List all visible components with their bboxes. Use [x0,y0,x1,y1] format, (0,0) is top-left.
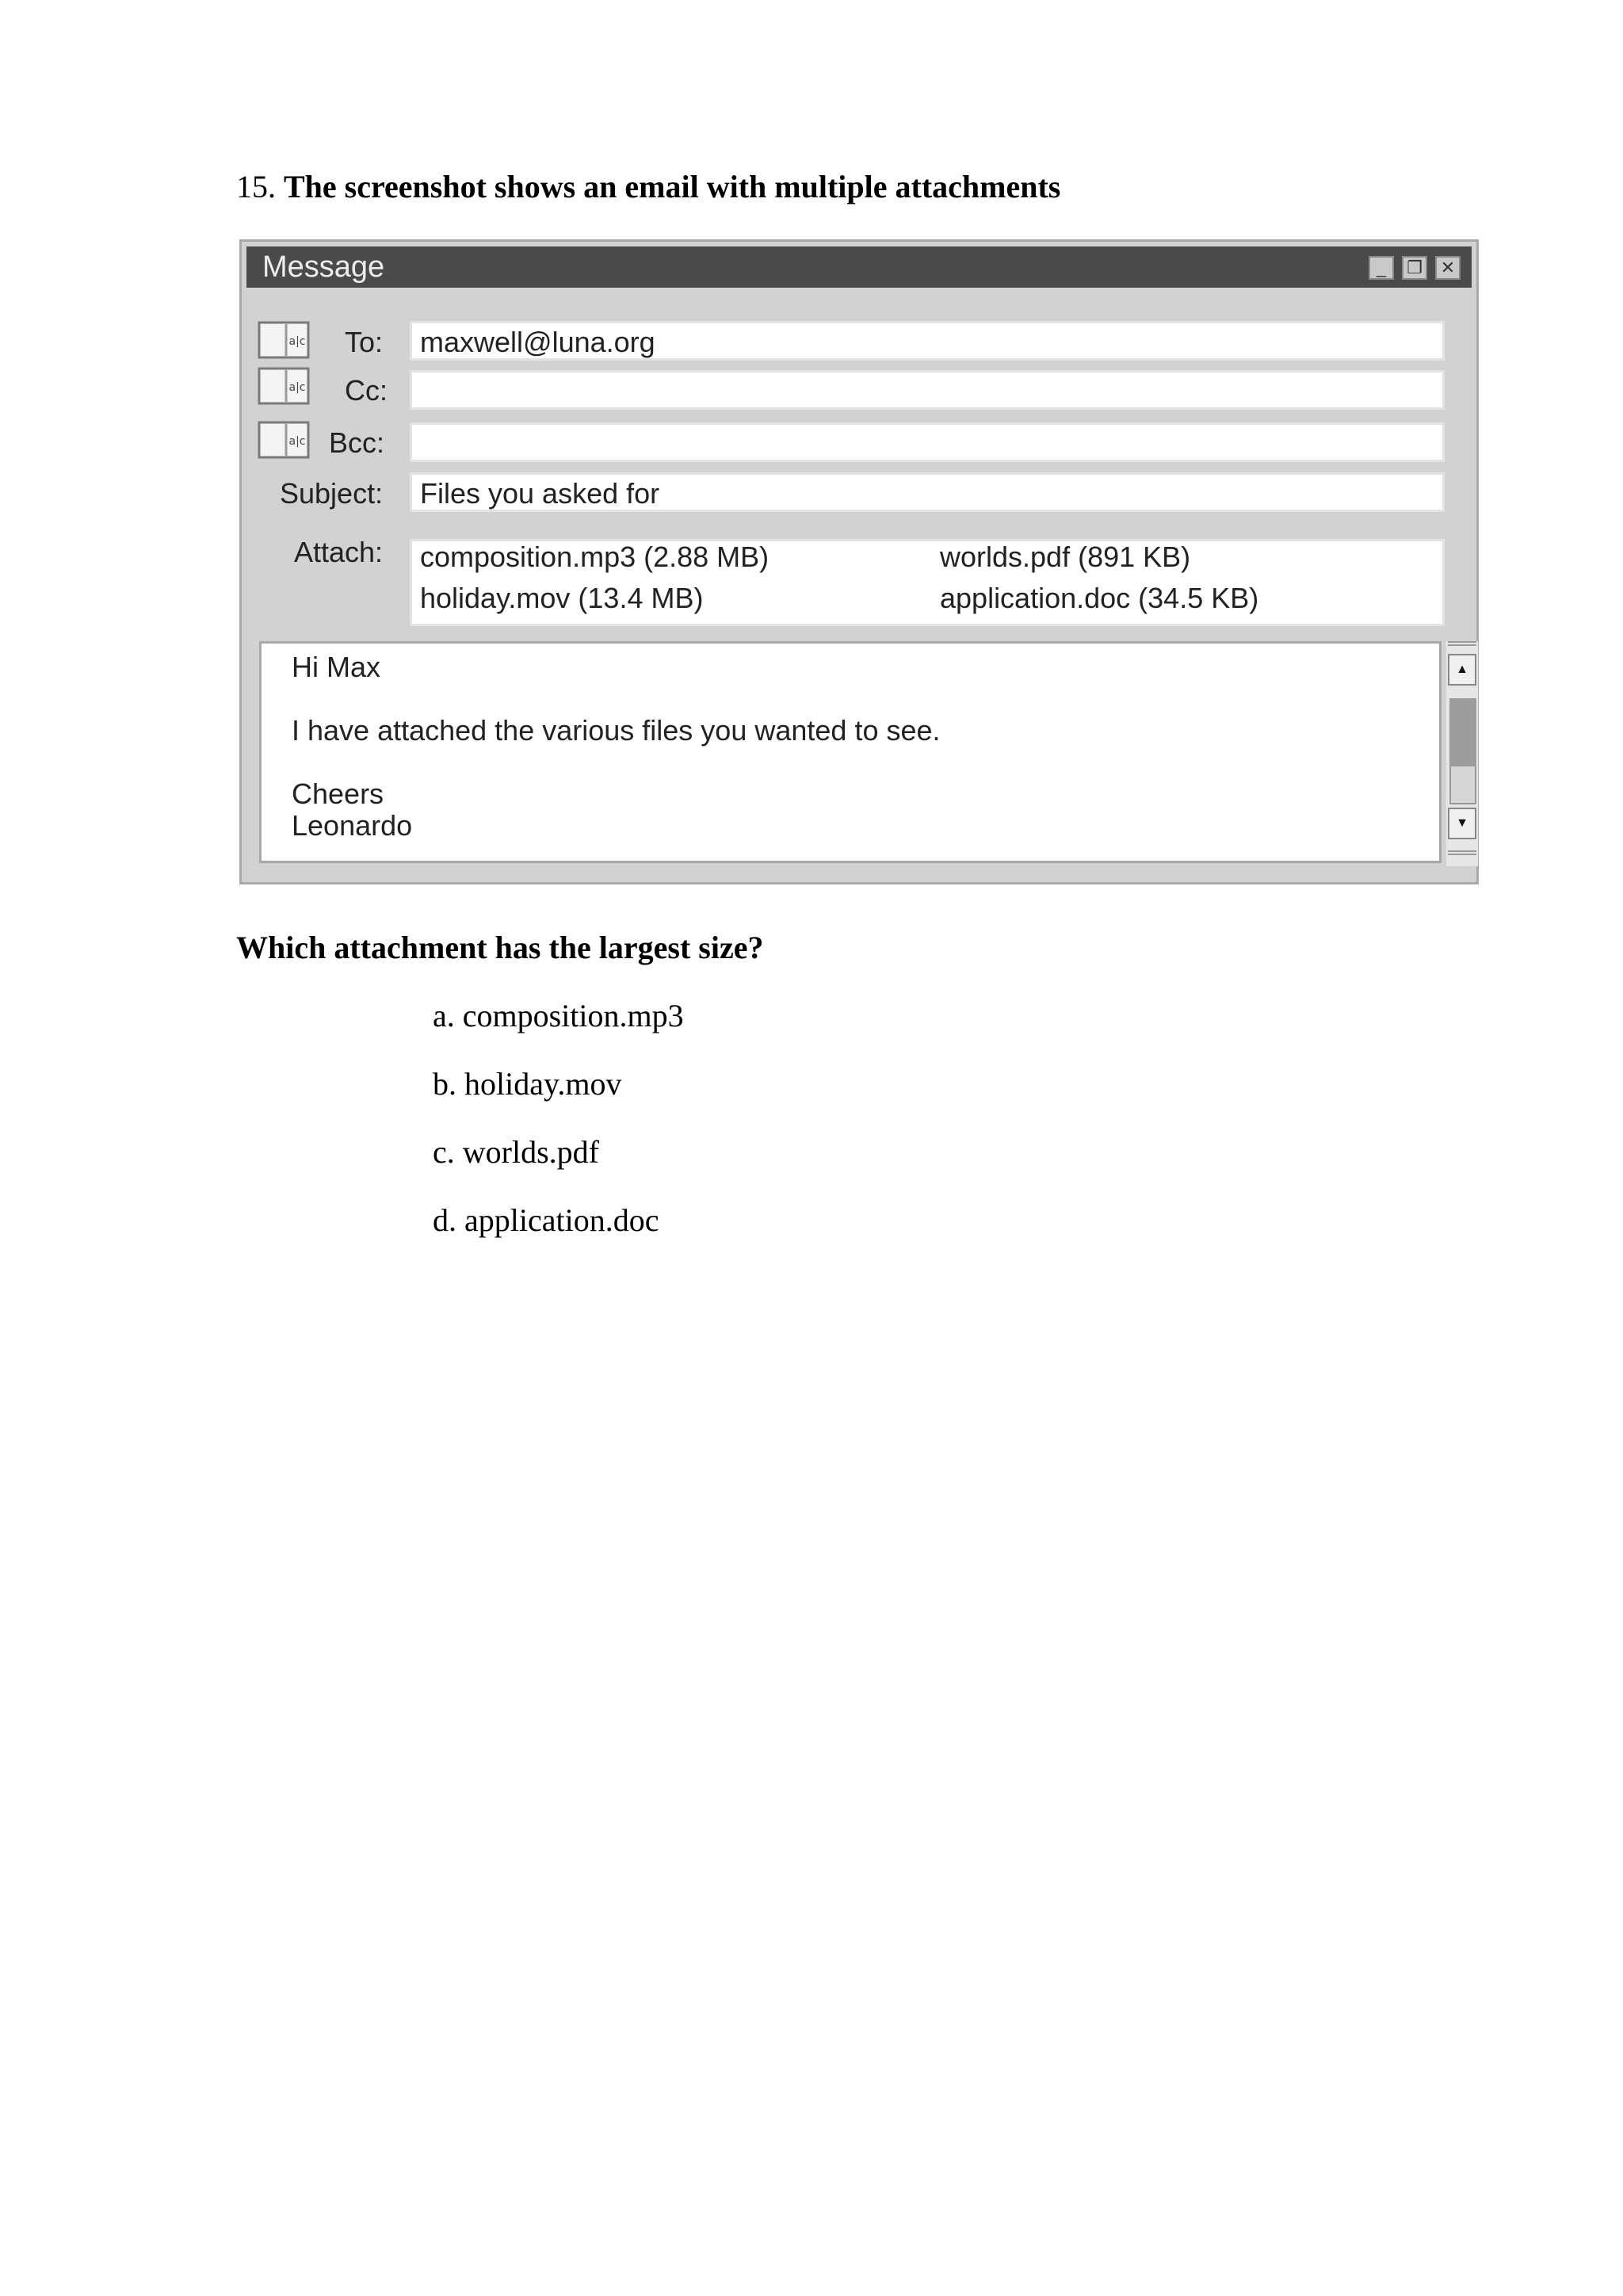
cc-field[interactable] [410,370,1445,410]
close-button[interactable]: ✕ [1435,256,1461,280]
svg-text:a|c: a|c [288,381,306,394]
body-text: I have attached the various files you wanted to see. [292,714,941,747]
attachment-item[interactable]: composition.mp3 (2.88 MB) [420,541,769,573]
svg-text:a|c: a|c [288,335,306,348]
question-text: The screenshot shows an email with multiple attachments [284,169,1061,204]
restore-button[interactable]: ❐ [1402,256,1427,280]
attachment-item[interactable]: worlds.pdf (891 KB) [940,541,1191,573]
scrollbar-grip-top [1448,641,1476,646]
scrollbar-track[interactable] [1449,765,1476,804]
scrollbar-grip-bottom [1448,850,1476,855]
attachment-item[interactable]: application.doc (34.5 KB) [940,582,1259,614]
attachment-item[interactable]: holiday.mov (13.4 MB) [420,582,704,614]
scrollbar[interactable] [1446,641,1478,866]
option-d[interactable]: d. application.doc [433,1202,659,1238]
svg-text:a|c: a|c [288,435,306,448]
message-body[interactable] [259,641,1442,863]
title-bar [246,246,1472,288]
attachments-box [410,539,1445,626]
subject-value: Files you asked for [420,477,660,510]
to-label: To: [345,326,384,358]
scroll-down-icon[interactable]: ▼ [1448,808,1476,839]
subject-label: Subject: [280,477,384,510]
option-c[interactable]: c. worlds.pdf [433,1134,599,1170]
body-signoff: Cheers [292,777,384,810]
body-signature: Leonardo [292,809,413,842]
attach-label: Attach: [294,536,384,568]
bcc-field[interactable] [410,422,1445,462]
question-title [236,168,1060,206]
address-book-icon[interactable] [258,421,310,459]
option-a[interactable]: a. composition.mp3 [433,998,684,1033]
body-greeting: Hi Max [292,651,381,683]
question-prompt: Which attachment has the largest size? [236,930,764,965]
to-value: maxwell@luna.org [420,326,655,358]
to-field[interactable] [410,321,1445,361]
scrollbar-thumb[interactable] [1449,698,1476,765]
question-number: 15. [236,169,276,204]
bcc-label: Bcc: [329,426,385,459]
window-title: Message [262,250,385,284]
message-window [239,239,1479,884]
subject-field[interactable] [410,472,1445,512]
address-book-icon[interactable] [258,321,310,359]
cc-label: Cc: [345,374,388,407]
address-book-icon[interactable] [258,367,310,405]
option-b[interactable]: b. holiday.mov [433,1066,622,1102]
minimize-button[interactable]: _ [1369,256,1394,280]
scroll-up-icon[interactable]: ▲ [1448,654,1476,686]
